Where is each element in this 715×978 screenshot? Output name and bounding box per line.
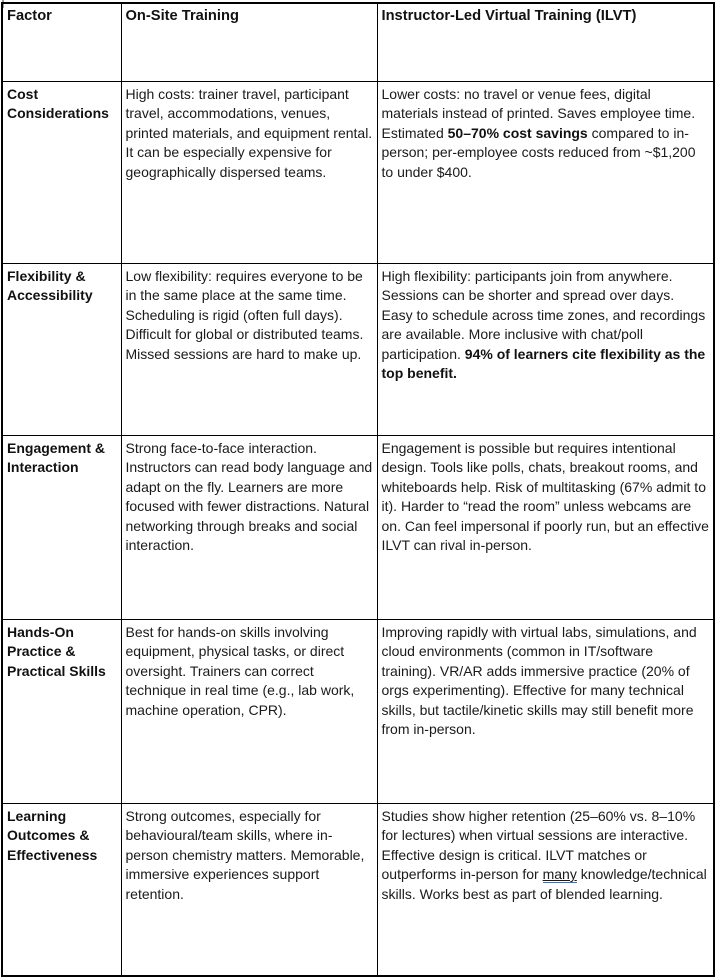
bold-stat-text: 94% of learners cite flexibility as the top benefit. [381, 345, 706, 381]
cell-text: Strong face-to-face interaction. Instructors can read body language and adapt on the fly. Learners are more focused with fewer distractions. Natural networking through breaks and social interaction. [125, 439, 373, 553]
factor-cell: Flexibility & Accessibility [2, 263, 121, 435]
factor-cell: Hands-On Practice & Practical Skills [2, 619, 121, 803]
ilvt-cell [377, 81, 714, 263]
table-row [2, 619, 714, 803]
cell-text: High costs: trainer travel, participant travel, accommodations, venues, printed materials, and equipment rental. It can be especially expensive for geographically dispersed teams. [125, 85, 373, 180]
cell-text: compared to in-person; per-employee costs reduced from ~$1,200 to under $400. [381, 124, 696, 180]
cell-text: Strong outcomes, especially for behavioural/team skills, where in-person chemistry matters. Memorable, immersive experiences support retention. [125, 807, 365, 902]
onsite-cell [121, 803, 377, 976]
cell-text: Lower costs: no travel or venue fees, digital materials instead of printed. Saves employee time. Estimated [381, 85, 696, 141]
table-row [2, 81, 714, 263]
many-link[interactable]: many [542, 866, 577, 882]
onsite-cell [121, 435, 377, 619]
table-row [2, 263, 714, 435]
bold-stat-text: 50–70% cost savings [447, 124, 588, 141]
table-row [2, 435, 714, 619]
onsite-cell [121, 263, 377, 435]
header-factor: Factor [2, 3, 121, 81]
cell-text: Low flexibility: requires everyone to be in the same place at the same time. Scheduling is rigid (often full days). Difficult for global or distributed teams. Missed sessions are hard to make up. [125, 267, 364, 362]
cell-text: High flexibility: participants join from anywhere. Sessions can be shorter and spread over days. Easy to schedule across time zones, and recordings are available. More inclusive with chat/poll participation. [381, 267, 706, 362]
ilvt-cell [377, 263, 714, 435]
cell-text: Best for hands-on skills involving equipment, physical tasks, or direct oversight. Trainers can correct technique in real time (e.g., lab work, machine operation, CPR). [125, 623, 355, 718]
training-comparison-table [1, 2, 715, 977]
cell-text: knowledge/technical skills. Works best as part of blended learning. [381, 866, 707, 902]
header-onsite-training: On-Site Training [121, 3, 377, 81]
cell-text: Improving rapidly with virtual labs, simulations, and cloud environments (common in IT/software training). VR/AR adds immersive practice (20% of orgs experimenting). Effective for many technical skills, but tactile/kinetic skills may still benefit more from in-person. [381, 623, 697, 737]
cell-text: Studies show higher retention (25–60% vs. 8–10% for lectures) when virtual sessions are interactive. Effective design is critical. ILVT matches or outperforms in-person for [381, 807, 696, 882]
ilvt-cell [377, 619, 714, 803]
table-header [2, 3, 714, 81]
ilvt-cell [377, 803, 714, 976]
header-ilvt: Instructor-Led Virtual Training (ILVT) [377, 3, 714, 81]
onsite-cell [121, 619, 377, 803]
table-body [2, 81, 714, 976]
cell-text: Engagement is possible but requires intentional design. Tools like polls, chats, breakout rooms, and whiteboards help. Risk of multitasking (67% admit to it). Harder to “read the room” unless webcams are on. Can feel impersonal if poorly run, but an effective ILVT can rival in-person. [381, 439, 709, 553]
onsite-cell [121, 81, 377, 263]
header-row [2, 3, 714, 81]
factor-cell: Engagement & Interaction [2, 435, 121, 619]
factor-cell: Learning Outcomes & Effectiveness [2, 803, 121, 976]
table-row [2, 803, 714, 976]
factor-cell: Cost Considerations [2, 81, 121, 263]
ilvt-cell [377, 435, 714, 619]
